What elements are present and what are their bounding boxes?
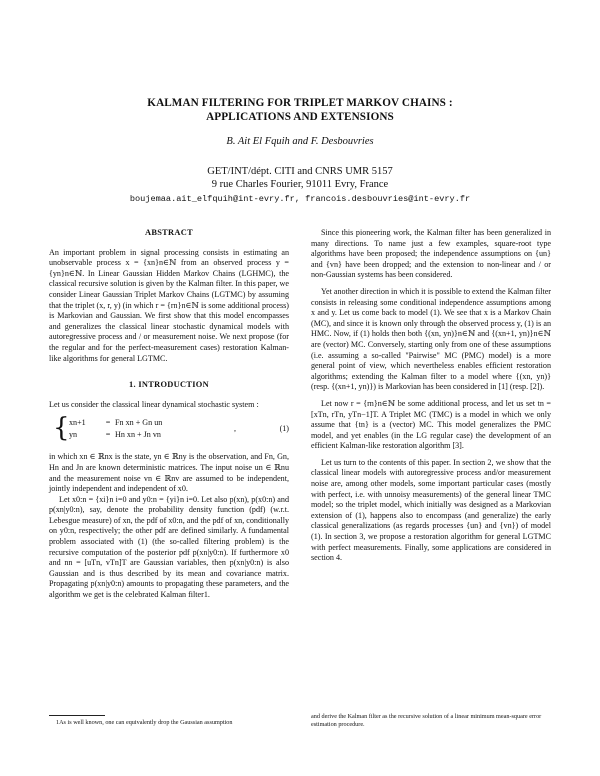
equation-number: (1) (279, 424, 289, 434)
equation-1: { xn+1 = Fn xn + Gn un yn = Hn xn + Jn vn , (1) (53, 413, 289, 444)
abstract-heading: ABSTRACT (144, 228, 193, 237)
right-paragraph-3: Let now r = {rn}n∈ℕ be some additional process, and let us set tn = [xTn, rTn, yTn−1]T. A Triplet MC (TMC) is a model in which we only assume that {tn} is a (vector) MC. This model generalizes the PMC model, and yet enables (in the LG regular case) the development of an efficient Kalman-like restoration algorithm [3]. (311, 398, 551, 451)
right-paragraph-4: Let us turn to the contents of this paper. In section 2, we show that the classical linear models with autoregressive process and/or measurement noise are, among other models, some important particular cases (mostly with perfect, i.e. with unnoisy measurements) of the general linear TMC model; so the triplet model, which initially was designed as a Markovian extension of (1), happens also to encompass (and generalize) the early classical generalizations (as regards processes {un} and {vn}) of model (1). In section 3, we propose a restoration algorithm for general LGTMC with perfect measurements. Finally, some applications are considered in section 4. (311, 457, 551, 563)
authors: B. Ait El Fquih and F. Desbouvries (226, 136, 374, 147)
intro-paragraph-2: Let x0:n = {xi}n i=0 and y0:n = {yi}n i=0. Let also p(xn), p(x0:n) and p(xn|y0:n), say, denote the probability density function (pdf) (w.r.t. Lebesgue measure) of xn, the pdf of x0:n, and the pdf of xn, conditionally on y0:n, respectively; the other pdf are defined similarly. A fundamental problem associated with (1) (the so-called filtering problem) is the recursive computation of the posterior pdf p(xn|y0:n). If furthermore x0 and nn = [uTn, vTn]T are Gaussian variables, then p(xn|y0:n) is also Gaussian and is thus described by its mean and covariance matrix. Propagating p(xn|y0:n) amounts to propagating these parameters, and the algorithm we get is the celebrated Kalman filter1. (49, 494, 289, 600)
title-line-2: APPLICATIONS AND EXTENSIONS (206, 111, 394, 123)
intro-lead: Let us consider the classical linear dynamical stochastic system : (49, 399, 259, 409)
footnote-rule (49, 715, 105, 716)
paper-title (0, 96, 600, 124)
eq-lhs-2: yn (69, 430, 78, 440)
right-column (311, 228, 551, 564)
left-column (49, 228, 289, 601)
intro-paragraph-1: in which xn ∈ ℝnx is the state, yn ∈ ℝny is the observation, and Fn, Gn, Hn and Jn are known deterministic matrices. The input noise un ∈ ℝnu and the measurement noise vn ∈ ℝnv are assumed to be independent, jointly independent and independent of x0. (49, 452, 289, 494)
right-paragraph-1: Since this pioneering work, the Kalman filter has been generalized in many directions. To name just a few examples, square-root type algorithms have been proposed; the independence assumptions on {un} and {vn} have been dropped; and the extension to non-linear and / or non-Gaussian systems has been considered. (311, 228, 551, 280)
author-emails: boujemaa.ait_elfquih@int-evry.fr, francois.desbouvries@int-evry.fr (129, 194, 471, 204)
abstract-text: An important problem in signal processing consists in estimating an unobservable process x = {xn}n∈ℕ from an observed process y = {yn}n∈ℕ. In Linear Gaussian Hidden Markov Chains (LGHMC), the classical recursive solution is given by the Kalman filter. In this paper, we consider Linear Gaussian Triplet Markov Chains (LGTMC) by assuming that the triplet (x, r, y) (in which r = {rn}n∈ℕ is some additional process) is Markovian and Gaussian. We first show that this model encompasses and generalizes the classical linear stochastic dynamical models with autoregressive process and / or measurement noise. We next propose (for the regular and for the perfect-measurement cases) restoration Kalman-like algorithms for general LGTMC. (49, 247, 289, 363)
footnote-left: 1As is well known, one can equivalently drop the Gaussian assumption (56, 719, 233, 726)
title-line-1: KALMAN FILTERING FOR TRIPLET MARKOV CHAINS : (147, 97, 453, 109)
introduction-heading: 1. INTRODUCTION (129, 380, 209, 390)
affiliation (0, 165, 600, 191)
eq-rhs-1: Fn xn + Gn un (115, 418, 163, 428)
affiliation-line-2: 9 rue Charles Fourier, 91011 Evry, France (211, 179, 389, 190)
affiliation-line-1: GET/INT/dépt. CITI and CNRS UMR 5157 (207, 166, 393, 177)
right-paragraph-2: Yet another direction in which it is possible to extend the Kalman filter consists in releasing some conditional independence assumptions among x and y. Let us come back to model (1). We see that x is a Markov Chain (MC), and since it is known only through the observed process y, (1) is an HMC. Now, if (1) holds then both {(xn, yn)}n∈ℕ and {(xn+1, yn)}n∈ℕ are (vector) MC. Conversely, starting only from one of these assumptions (i.e. assuming a so-called "Pairwise" MC (PMC) model) is a more general point of view, which nevertheless enables efficient restoration algorithms; extending the Kalman filter to a model where {(xn, yn)} (resp. {(xn+1, yn)}) is Markovian has been considered in [1] (resp. [2]). (311, 286, 551, 392)
footnote-right: and derive the Kalman filter as the recursive solution of a linear minimum mean-square error estimation procedure. (311, 713, 542, 728)
eq-lhs-1: xn+1 (69, 418, 86, 428)
eq-rhs-2: Hn xn + Jn vn (115, 430, 161, 440)
